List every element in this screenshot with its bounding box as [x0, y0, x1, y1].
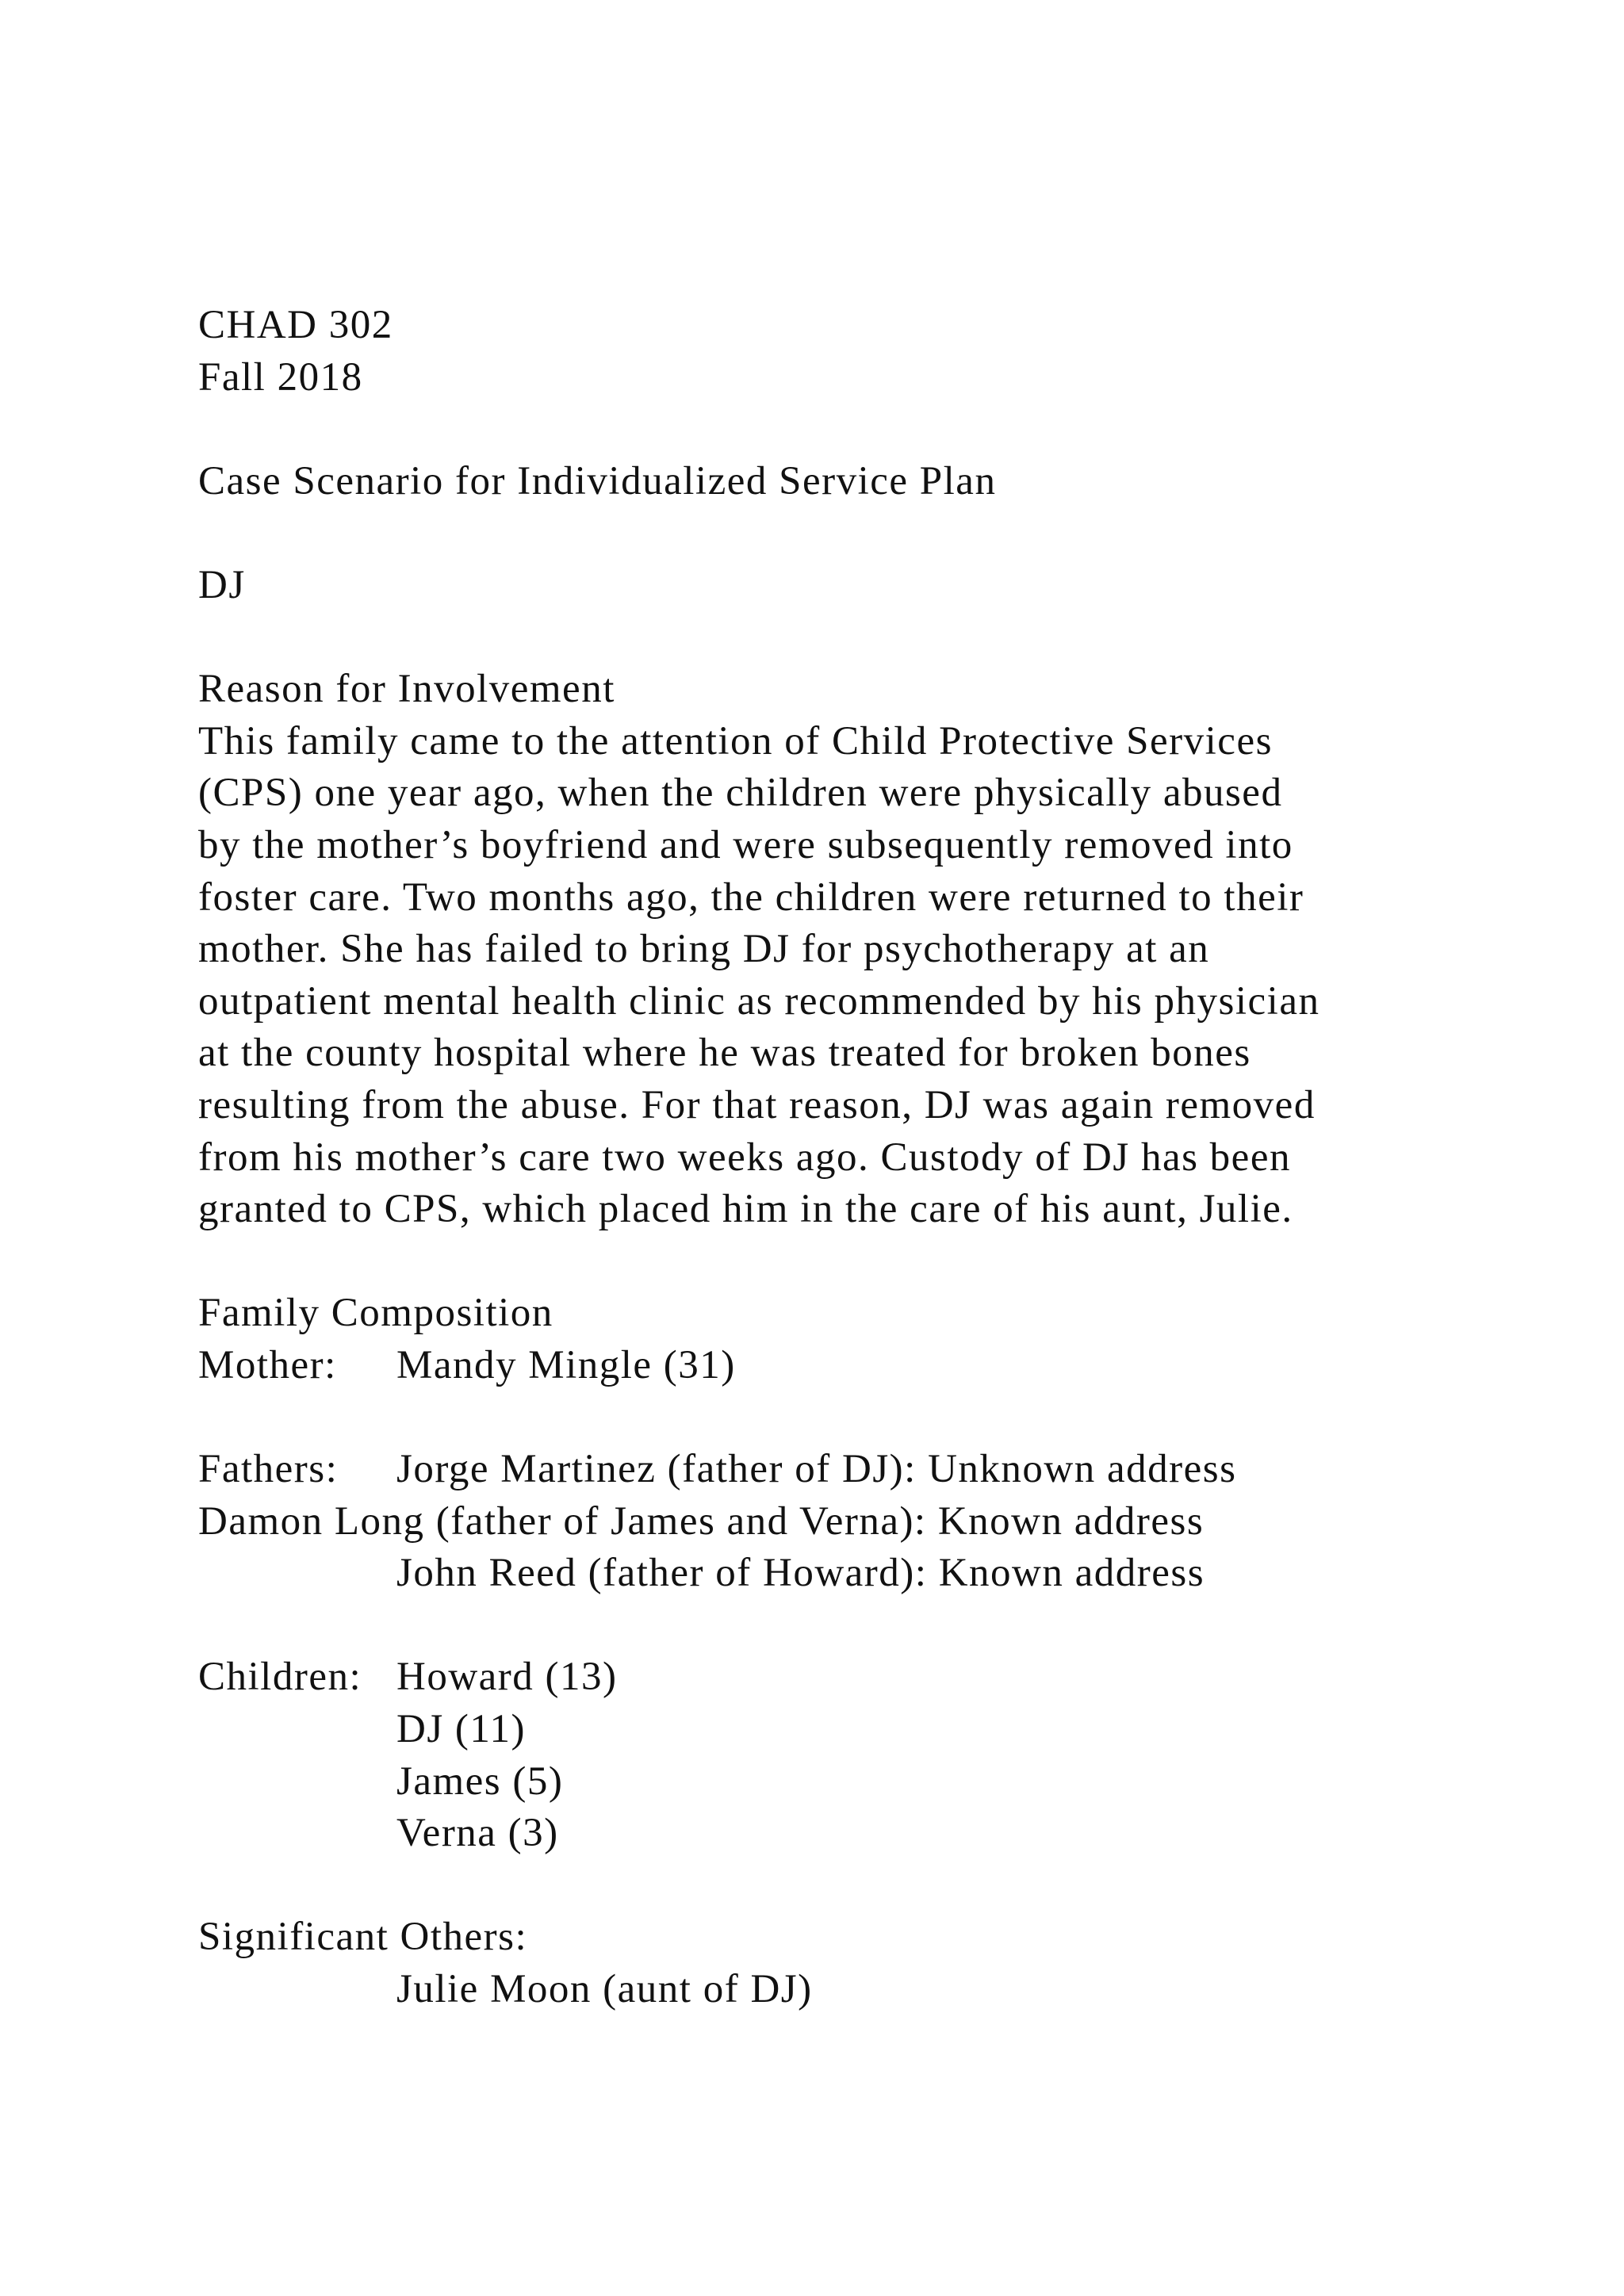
reason-line: from his mother’s care two weeks ago. Custody of DJ has been [198, 1135, 1291, 1180]
spacer [198, 1391, 1546, 1444]
mother-row [198, 1340, 1546, 1392]
reason-line: This family came to the attention of Child Protective Services [198, 718, 1273, 763]
reason-heading: Reason for Involvement [198, 667, 615, 712]
children-label: Children: [198, 1655, 362, 1700]
spacer [198, 404, 1546, 456]
fathers-row [198, 1444, 1546, 1496]
reason-line: mother. She has failed to bring DJ for psychotherapy at an [198, 927, 1210, 972]
reason-line: by the mother’s boyfriend and were subsequently removed into [198, 822, 1293, 867]
course-term: Fall 2018 [198, 354, 363, 400]
document-title: Case Scenario for Individualized Service Plan [198, 458, 997, 503]
child-entry: Howard (13) [396, 1655, 618, 1700]
father-entry: Damon Long (father of James and Verna): Known address [198, 1498, 1205, 1544]
spacer [198, 612, 1546, 664]
fathers-label: Fathers: [198, 1447, 339, 1492]
children-row [198, 1651, 1546, 1704]
mother-label: Mother: [198, 1342, 337, 1387]
reason-line: foster care. Two months ago, the children were returned to their [198, 874, 1304, 920]
reason-line: (CPS) one year ago, when the children were physically abused [198, 771, 1283, 816]
child-entry: DJ (11) [396, 1707, 527, 1752]
mother-value: Mandy Mingle (31) [396, 1342, 736, 1387]
reason-line: resulting from the abuse. For that reason, DJ was again removed [198, 1082, 1316, 1127]
reason-line: at the county hospital where he was treated for broken bones [198, 1031, 1251, 1076]
document-body [198, 300, 1546, 2016]
case-subject: DJ [198, 562, 246, 607]
spacer [198, 507, 1546, 560]
spacer [198, 1860, 1546, 1912]
child-entry: Verna (3) [396, 1811, 559, 1856]
reason-line: outpatient mental health clinic as recommended by his physician [198, 978, 1320, 1024]
significant-others-label: Significant Others: [198, 1915, 528, 1960]
family-heading: Family Composition [198, 1291, 553, 1336]
reason-line: granted to CPS, which placed him in the care of his aunt, Julie. [198, 1187, 1293, 1232]
significant-other-entry: Julie Moon (aunt of DJ) [396, 1967, 813, 2011]
course-code: CHAD 302 [198, 303, 393, 347]
father-entry: John Reed (father of Howard): Known address [396, 1551, 1205, 1596]
father-entry: Jorge Martinez (father of DJ): Unknown address [396, 1447, 1237, 1492]
spacer [198, 1600, 1546, 1652]
spacer [198, 1236, 1546, 1288]
child-entry: James (5) [396, 1758, 564, 1804]
